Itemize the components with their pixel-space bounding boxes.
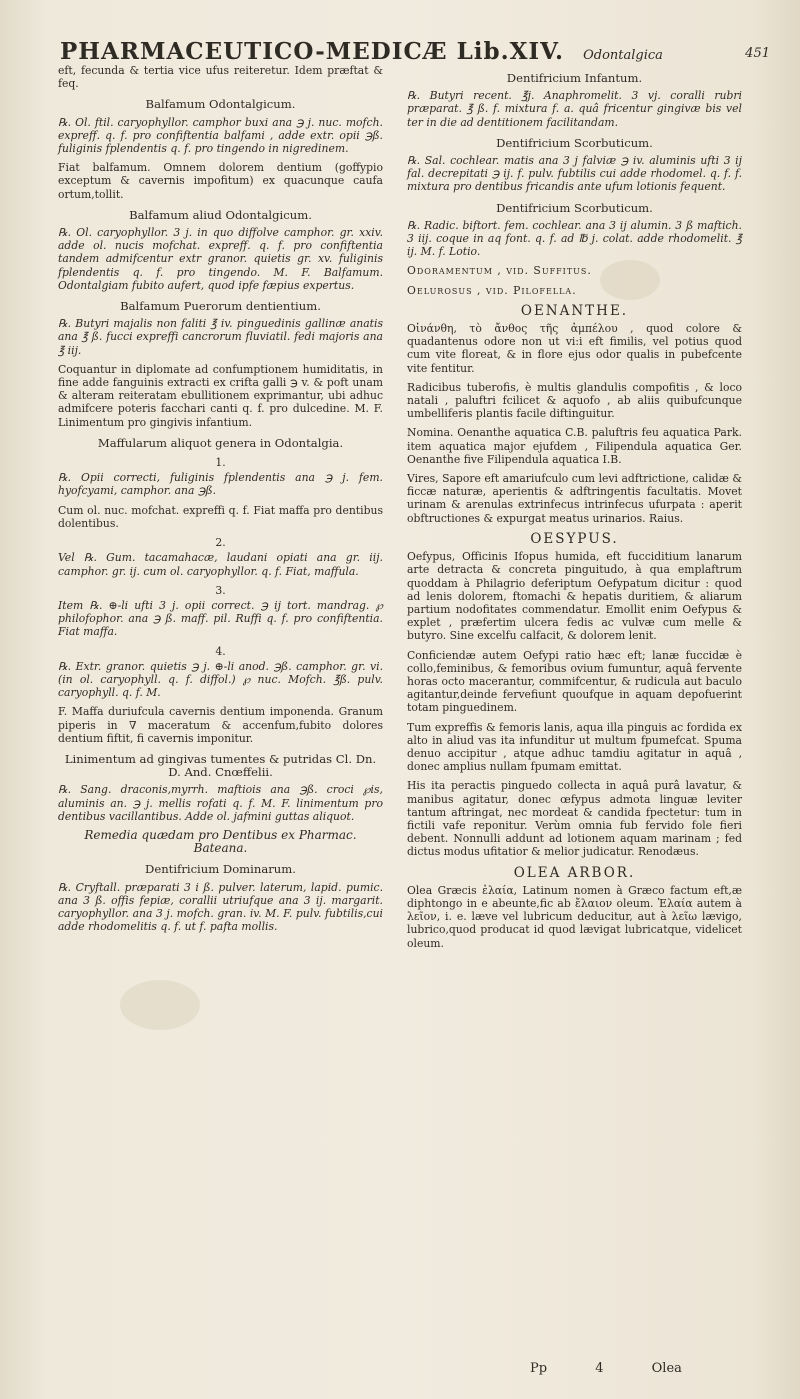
section-heading: Dentifricium Scorbuticum. [496,200,653,215]
recipe: ℞. Butyri recent. ℥j. Anaphromelit. 3 vj. coralli rubri præparat. ℥ ß. f. mixtura f. a. quâ fricentur gingivæ bis vel ter in die ad dentitionem facilitandam. [407,89,742,129]
signature-mark: Pp [530,1361,548,1376]
paragraph: Olea Græcis ἐλαία, Latinum nomen à Græco factum eft,æ diphtongo in e abeunte,fic ab ἔλαιον oleum. Ἐλαία autem à λεῖον, i. e. læve vel lubricum deducitur, aut à λεῖω lævigo, lubrico,quod producat id quod lævigat lubricatque, videlicet oleum. [407,883,742,950]
recipe: ℞. Cryftall. præparati 3 i ß. pulver. laterum, lapid. pumic. ana 3 ß. offis fepiæ, corallii utriufque ana 3 ij. margarit. caryophyllor. ana 3 j. mofch. gran. iv. M. F. pulv. fubtilis,cui adde rhodomelitis q. f. ut f. pafta mollis. [58,880,383,934]
recipe: ℞. Sang. draconis,myrrh. maftiois ana ℈ß. croci ℘is, aluminis an. ℈ j. mellis rofati q. f. M. F. linimentum pro dentibus vacillantibus. Adde ol. jafmini guttas aliquot. [58,783,383,823]
recipe: ℞. Ol. ftil. caryophyllor. camphor buxi ana ℈ j. nuc. mofch. expreff. q. f. pro confiftentia balfami , adde extr. opii ℈ß. fuliginis fplendentis q. f. pro tingendo in nigredinem. [58,115,383,156]
entry-heading: OESYPUS. [530,530,619,547]
paragraph: His ita peractis pinguedo collecta in aquâ purâ lavatur, & manibus agitatur, donec œfypus admota linguæ leviter tantum aftringat, nec mordeat & candida fpectetur: tum in fictili vafe reponitur. Verùm omnia fub fervido fole fieri debent. Nonnulli addunt ad lotionem aquam marinam ; fed dictus modus ufitatior & melior judicatur. Renodæus. [407,779,742,859]
entry-heading: OENANTHE. [520,302,629,319]
catchword: Olea [651,1361,682,1376]
recipe: ℞. Butyri majalis non faliti ℥ iv. pinguedinis gallinæ anatis ana ℥ ß. fucci expreffi cancrorum fluviatil. fedi majoris ana ℥ iij. [58,317,383,357]
paragraph: Coquantur in diplomate ad confumptionem humiditatis, in fine adde fanguinis extracti ex crifta galli ℈ v. & poft unam & alteram reiteratam ebullitionem exprimantur, ubi adhuc admifcere poteris facchari canti q. f. pro dulcedine. M. F. Linimentum pro gingivis infantium. [58,362,383,429]
paragraph: Οἰνάνθη, τὸ ἄνθος τῆς ἀμπέλου , quod colore & quadantenus odore non ut vi:i eft fimilis, vel potius quod cum vite floreat, & in flore ejus odor qualis in pubefcente vite fentitur. [407,322,742,375]
running-title: PHARMACEUTICO-MEDICÆ Lib.XIV. [60,38,565,65]
recipe: ℞. Ol. caryophyllor. 3 j. in quo diffolve camphor. gr. xxiv. adde ol. nucis mofchat. expreff. q. f. pro confiftentia tandem admifcentur extr granor. quietis gr. xv. fuliginis fplendentis q. f. pro tingendo. M. F. Balfamum. Odontalgiam fubito aufert, quod ipfe fæpius expertus. [58,226,383,292]
signature-number: 4 [595,1361,604,1376]
section-heading: Linimentum ad gingivas tumentes & putridas Cl. Dn. D. And. Cnœffelii. [64,751,377,780]
paragraph: Fiat balfamum. Omnem dolorem dentium (goffypio exceptum & cavernis impofitum) ex quacunque caufa ortum,tollit. [58,161,383,201]
page-number: 451 [745,46,770,61]
paragraph: eft, fecunda & tertia vice ufus reiteretur. Idem præftat & feq. [58,64,383,91]
recipe: Vel ℞. Gum. tacamahacæ, laudani opiati ana gr. iij. camphor. gr. ij. cum ol. caryophyllor. q. f. Fiat, maffula. [58,551,383,578]
section-heading: Dentifricium Dominarum. [145,862,296,877]
paragraph: Oefypus, Officinis Ifopus humida, eft fucciditium lanarum arte detracta & concreta pinguitudo, à qua emplaftrum quoddam à Philagrio deferiptum Oefypatum dicitur : quod ad lenis dolorem, ftomachi & hepatis duritiem, & aliarum partium nodofitates commendatur. Emollit enim Oefypus & explet , præfertim ulcera fedis ac vulvæ cum melle & butyro. Sine excelfu calfacit, & dolorem lenit. [407,550,742,643]
paragraph: Nomina. Oenanthe aquatica C.B. paluftris feu aquatica Park. item aquatica major ejufdem , Filipendula aquatica Ger. Oenanthe five Filipendula aquatica I.B. [407,426,742,466]
paragraph: Vires, Sapore eft amariufculo cum levi adftrictione, calidæ & ficcæ naturæ, aperientis & adftringentis facultatis. Movet urinam & arenulas extrinfecus intrinfecus ufurpata : aperit obftructiones & expurgat meatus urinarios. Raius. [407,472,742,525]
paragraph: Tum expreffis & femoris lanis, aqua illa pinguis ac fordida ex alto in aliud vas ita infunditur ut multum fpumefcat. Spuma denuo accipitur , atque adhuc tamdiu agitatur in aquâ , donec amplius nullam fpumam emittat. [407,720,742,774]
section-heading: Balfamum Puerorum dentientium. [120,299,321,314]
section-heading: Dentifricium Scorbuticum. [496,135,653,150]
entry-heading: OLEA ARBOR. [513,864,636,881]
recipe: ℞. Opii correcti, fuliginis fplendentis ana ℈ j. fem. hyofcyami, camphor. ana ℈ß. [58,471,383,498]
item-number: 1. [215,456,226,470]
item-number: 4. [215,644,226,658]
paper-stain [120,980,200,1030]
recipe: Item ℞. ⊕-li ufti 3 j. opii correct. ℈ ij tort. mandrag. ℘ philofophor. ana ℈ ß. maff. pil. Ruffi q. f. pro confiftentia. Fiat maffa. [58,598,383,639]
right-column [407,64,742,956]
page-footer [530,1361,750,1376]
item-number: 2. [215,536,226,550]
cross-reference: Odoramentum , vid. Suffitus. [407,264,592,278]
left-column [58,64,383,939]
recipe: ℞. Radic. biftort. fem. cochlear. ana 3 ij alumin. 3 ß maftich. 3 iij. coque in aq font. q. f. ad ℔ j. colat. adde rhodomelit. ℥ ij. M. f. Lotio. [407,218,742,259]
paragraph: Radicibus tuberofis, è multis glandulis compofitis , & loco natali , paluftri fcilicet & aquofo , ab aliis quibufcunque umbelliferis plantis facile diftinguitur. [407,380,742,421]
recipe: ℞. Extr. granor. quietis ℈ j. ⊕-li anod. ℈ß. camphor. gr. vi. (in ol. caryophyll. q. f. diffol.) ℘ nuc. Mofch. ℥ß. pulv. caryophyll. q. f. M. [58,659,383,700]
item-number: 3. [215,583,226,597]
running-header [60,38,770,66]
section-heading: Maffularum aliquot genera in Odontalgia. [97,435,344,450]
section-heading-italic: Remedia quædam pro Dentibus ex Pharmac. Bateana. [84,827,357,856]
cross-reference: Oelurosus , vid. Pilofella. [407,283,577,297]
section-heading: Balfamum Odontalgicum. [145,97,296,112]
section-heading: Balfamum aliud Odontalgicum. [129,207,312,222]
paragraph: Conficiendæ autem Oefypi ratio hæc eft; lanæ fuccidæ è collo,feminibus, & femoribus ovium fumuntur, aquâ fervente horas octo macerantur, commifcentur, & rudicula aut baculo agitantur,deinde fervefiunt quoufque in aquam depofuerint totam pinguedinem. [407,648,742,715]
section-heading: Dentifricium Infantum. [506,71,643,85]
paragraph: Cum ol. nuc. mofchat. expreffi q. f. Fiat maffa pro dentibus dolentibus. [58,503,383,530]
header-section: Odontalgica [583,48,663,63]
paragraph: F. Maffa duriufcula cavernis dentium imponenda. Granum piperis in ∇ maceratum & accenfum,fubito dolores dentium fiftit, fi cavernis imponitur. [58,705,383,745]
recipe: ℞. Sal. cochlear. matis ana 3 j falviæ ℈ iv. aluminis ufti 3 ij fal. decrepitati ℈ ij. f. pulv. fubtilis cui adde rhodomel. q. f. f. mixtura pro dentibus fricandis ante ufum lotionis fequent. [407,154,742,194]
